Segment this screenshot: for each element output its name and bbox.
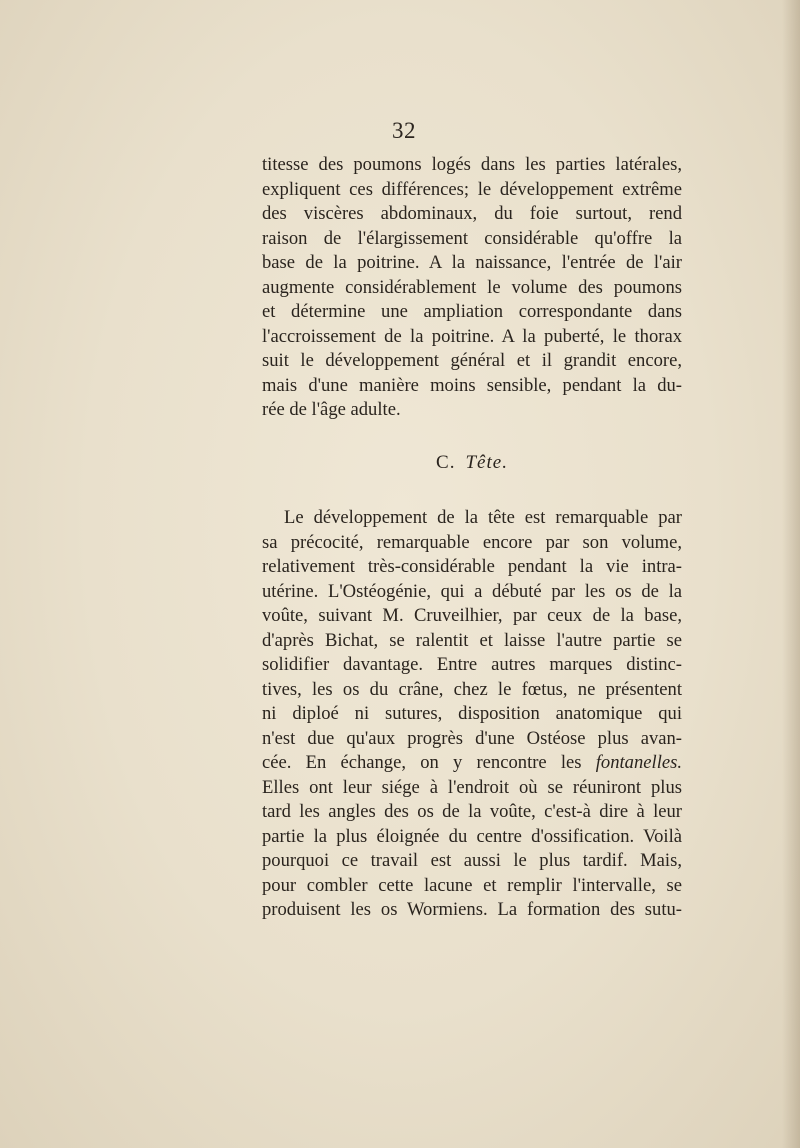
text-line: mais d'une manière moins sensible, pendant la du- (262, 374, 682, 396)
paragraph-thorax (262, 153, 682, 423)
text-line: Le développement de la tête est remarquable par (284, 507, 682, 528)
text-line: Elles ont leur siége à l'endroit où se réuniront plus (262, 776, 682, 798)
text-line: l'accroissement de la poitrine. A la puberté, le thorax (262, 325, 682, 347)
italic-term: fontanelles. (595, 752, 682, 773)
text-line: pourquoi ce travail est aussi le plus tardif. Mais, (262, 850, 682, 871)
text-line-with-italic (262, 751, 682, 776)
text-line: partie la plus éloignée du centre d'ossification. Voilà (262, 825, 682, 847)
text-line: d'après Bichat, se ralentit et laisse l'autre partie se (262, 629, 682, 651)
text-line: expliquent ces différences; le développement extrême (262, 178, 682, 200)
text-line: titesse des poumons logés dans les parties latérales, (262, 154, 682, 175)
text-line: relativement très-considérable pendant la vie intra- (262, 556, 682, 577)
text-line: sa précocité, remarquable encore par son volume, (262, 531, 682, 553)
text-span: cée. En échange, on y rencontre les (262, 752, 582, 773)
text-line: et détermine une ampliation correspondante dans (262, 301, 682, 322)
section-heading (262, 452, 682, 474)
text-line: voûte, suivant M. Cruveilhier, par ceux de la base, (262, 605, 682, 626)
text-line: tard les angles des os de la voûte, c'est-à dire à leur (262, 801, 682, 822)
text-line: utérine. L'Ostéogénie, qui a débuté par les os de la (262, 580, 682, 602)
text-line: augmente considérablement le volume des poumons (262, 276, 682, 298)
page-number: 32 (392, 118, 416, 143)
text-line: suit le développement général et il grandit encore, (262, 350, 682, 371)
text-line: n'est due qu'aux progrès d'une Ostéose plus avan- (262, 727, 682, 749)
text-line: ni diploé ni sutures, disposition anatomique qui (262, 703, 682, 724)
text-line: base de la poitrine. A la naissance, l'entrée de l'air (262, 252, 682, 273)
text-line: rée de l'âge adulte. (262, 399, 401, 420)
text-line: raison de l'élargissement considérable qu'offre la (262, 227, 682, 249)
page-edge-shadow (782, 0, 800, 1148)
text-line: des viscères abdominaux, du foie surtout, rend (262, 203, 682, 224)
text-line: tives, les os du crâne, chez le fœtus, ne présentent (262, 678, 682, 700)
section-label: C. (436, 452, 456, 473)
text-line: produisent les os Wormiens. La formation des sutu- (262, 899, 682, 920)
text-line: solidifier davantage. Entre autres marques distinc- (262, 654, 682, 675)
section-title: Tête. (465, 452, 508, 473)
paragraph-tete (262, 506, 682, 923)
text-line: pour combler cette lacune et remplir l'intervalle, se (262, 874, 682, 896)
